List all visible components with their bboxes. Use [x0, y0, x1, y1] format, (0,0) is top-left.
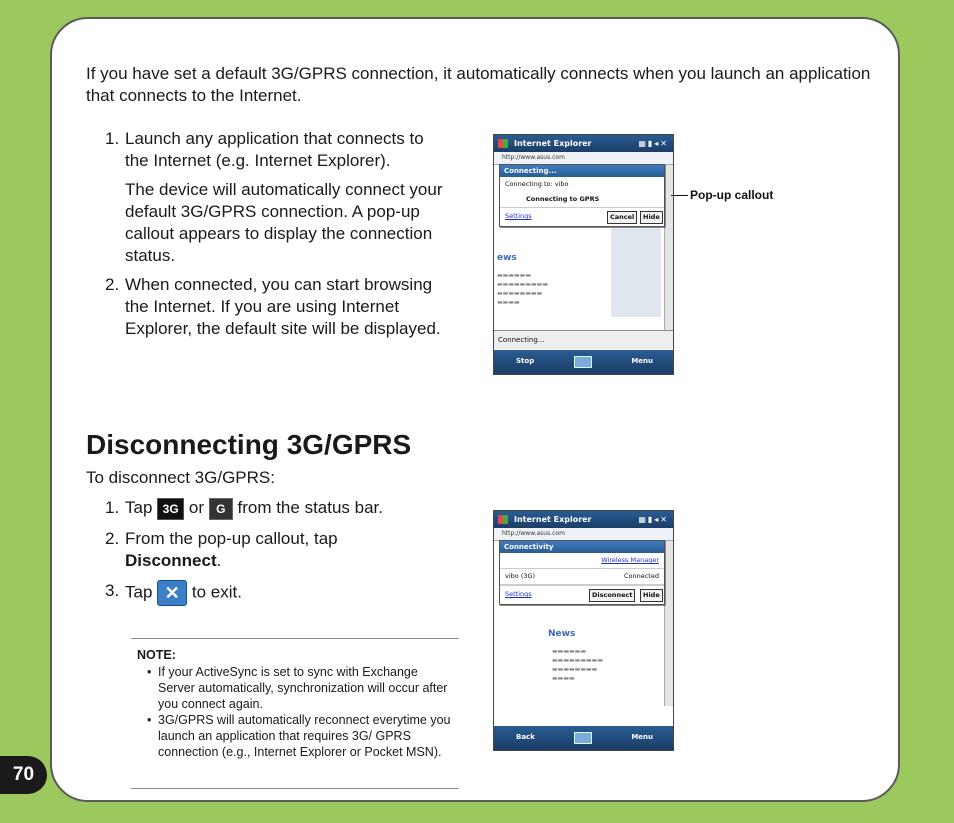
- popup-text: Connecting to GPRS: [526, 195, 600, 203]
- connect-steps: [105, 128, 445, 347]
- 3g-status-icon: 3G: [157, 498, 184, 520]
- keyboard-icon: [574, 356, 592, 368]
- hide-button: Hide: [640, 589, 663, 602]
- gprs-status-icon: G: [209, 498, 233, 520]
- note-title: NOTE:: [137, 648, 176, 662]
- note-text: 3G/GPRS will automatically reconnect everytime you launch an application that requires 3G/ GPRS connection (e.g., Internet Explorer or Pocket MSN).: [158, 713, 451, 759]
- note-list: [137, 664, 453, 760]
- step-text: When connected, you can start browsing the Internet. If you are using Internet Explorer, the default site will be displayed.: [125, 275, 441, 338]
- news-heading: ews: [497, 253, 517, 263]
- settings-link: Settings: [505, 212, 532, 220]
- page-number: 70: [0, 756, 47, 794]
- popup-title: Connecting...: [500, 165, 664, 177]
- connection-state: Connected: [623, 572, 659, 580]
- callout-label: Pop-up callout: [690, 188, 774, 202]
- disconnect-button: Disconnect: [589, 589, 635, 602]
- step-number: 1.: [105, 498, 120, 517]
- status-icons: ▦▮◂✕: [638, 515, 669, 524]
- popup-text: Connecting to: vibo: [505, 180, 569, 188]
- step-text: From the pop-up callout, tap: [125, 528, 338, 548]
- wireless-manager-link: Wireless Manager: [601, 556, 659, 564]
- note-item: • 3G/GPRS will automatically reconnect everytime you launch an application that requires 3G/ GPRS connection (e.g., Internet Explorer or Pocket MSN).: [147, 713, 451, 759]
- address-bar: http://www.asus.com: [494, 528, 673, 541]
- note-item: • If your ActiveSync is set to sync with Exchange Server automatically, synchronization will occur after you connect again.: [147, 665, 448, 711]
- disconnect-step-2: [105, 528, 435, 572]
- popup-buttons: [500, 585, 664, 604]
- step-text: from the status bar.: [237, 498, 383, 517]
- status-text: Connecting...: [494, 330, 673, 349]
- title-bar: [494, 511, 673, 528]
- scrollbar: [664, 165, 673, 330]
- status-icons: ▦▮◂✕: [638, 139, 669, 148]
- menu-softkey: Menu: [631, 733, 653, 741]
- stop-softkey: Stop: [516, 357, 535, 365]
- step-number: 1.: [105, 129, 120, 148]
- connectivity-screenshot: [493, 510, 674, 751]
- softkey-bar: [494, 350, 673, 374]
- step-text: or: [188, 498, 205, 517]
- popup-buttons: [500, 207, 664, 226]
- keyboard-icon: [574, 732, 592, 744]
- connection-row: [500, 568, 664, 585]
- connecting-popup: [499, 164, 665, 227]
- back-softkey: Back: [516, 733, 535, 741]
- side-panel: [611, 227, 661, 317]
- connectivity-popup: [499, 540, 665, 605]
- connection-name: vibo (3G): [505, 572, 536, 580]
- intro-paragraph: If you have set a default 3G/GPRS connection, it automatically connects when you launch an application that connects to the Internet.: [86, 64, 871, 105]
- note-box: [131, 638, 459, 789]
- step-text: to exit.: [191, 582, 242, 601]
- connect-step-2: [105, 274, 445, 340]
- start-flag-icon: [498, 515, 508, 524]
- step-text: Tap: [125, 498, 153, 517]
- disconnect-keyword: Disconnect: [125, 550, 217, 570]
- close-icon: ✕: [157, 580, 187, 606]
- menu-softkey: Menu: [631, 357, 653, 365]
- disconnect-steps: [105, 497, 435, 614]
- callout-line: [671, 195, 688, 196]
- cancel-button: Cancel: [607, 211, 637, 224]
- disconnect-step-3: [105, 580, 435, 606]
- app-title: Internet Explorer: [514, 139, 592, 148]
- title-bar: [494, 135, 673, 152]
- news-heading: News: [548, 629, 576, 639]
- connect-step-1: [105, 128, 445, 267]
- start-flag-icon: [498, 139, 508, 148]
- app-title: Internet Explorer: [514, 515, 592, 524]
- step-number: 3.: [105, 580, 120, 600]
- step-number: 2.: [105, 528, 120, 548]
- disconnect-intro: To disconnect 3G/GPRS:: [86, 468, 275, 487]
- softkey-bar: [494, 726, 673, 750]
- connecting-screenshot: [493, 134, 674, 375]
- hide-button: Hide: [640, 211, 663, 224]
- news-lines: ▬▬▬▬▬▬ ▬▬▬▬▬▬▬▬▬ ▬▬▬▬▬▬▬▬ ▬▬▬▬: [497, 272, 549, 306]
- step-number: 2.: [105, 275, 120, 294]
- address-bar: http://www.asus.com: [494, 152, 673, 165]
- step-text: Tap: [125, 582, 153, 601]
- step-text: Launch any application that connects to the Internet (e.g. Internet Explorer).: [125, 129, 424, 170]
- step-text: .: [216, 550, 222, 570]
- scrollbar: [664, 541, 673, 706]
- note-text: If your ActiveSync is set to sync with Exchange Server automatically, synchronization will occur after you connect again.: [158, 665, 448, 711]
- disconnect-step-1: [105, 497, 435, 520]
- popup-title: Connectivity: [500, 541, 664, 553]
- settings-link: Settings: [505, 590, 532, 598]
- step-text: The device will automatically connect your default 3G/GPRS connection. A pop-up callout appears to display the connection status.: [125, 180, 443, 265]
- news-lines: ▬▬▬▬▬▬ ▬▬▬▬▬▬▬▬▬ ▬▬▬▬▬▬▬▬ ▬▬▬▬: [552, 648, 604, 682]
- section-heading: Disconnecting 3G/GPRS: [86, 429, 412, 460]
